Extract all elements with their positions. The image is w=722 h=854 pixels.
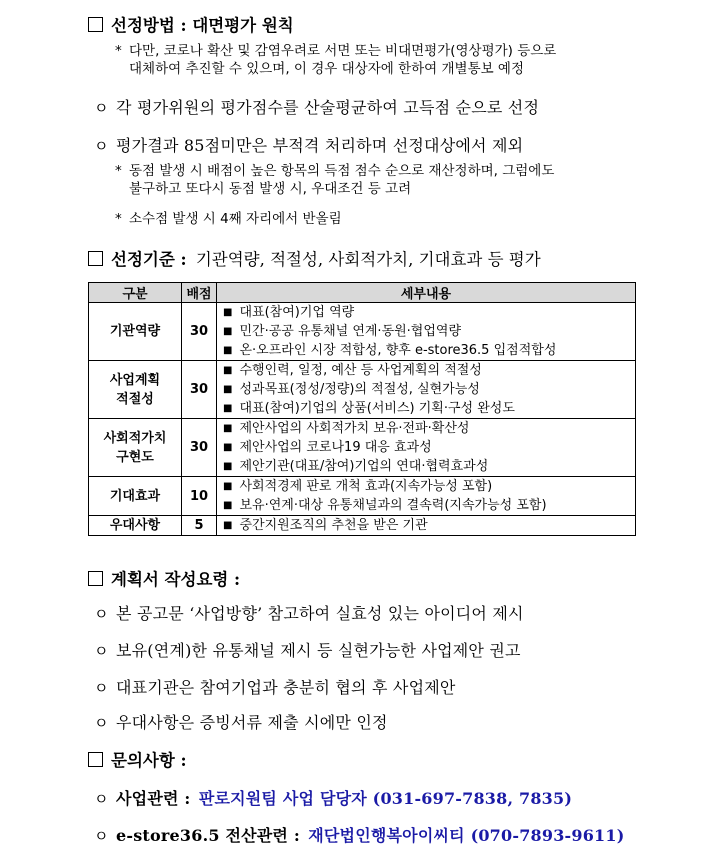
row-details [217, 477, 636, 516]
contact-label: 사업관련 : [116, 789, 191, 808]
table-row [89, 361, 636, 419]
table-row [89, 419, 636, 477]
category-line: 사업계획 [109, 372, 161, 388]
row-category [89, 477, 182, 516]
row-details [217, 303, 636, 361]
row-category [89, 419, 182, 477]
detail-item: ■ 온·오프라인 시장 적합성, 향후 e-store36.5 입점적합성 [223, 341, 635, 360]
category-line: 우대사항 [109, 518, 161, 533]
section-selection-criteria [88, 246, 541, 270]
note-line: 다만, 코로나 확산 및 감염우려로 서면 또는 비대면평가(영상평가) 등으로 [129, 43, 557, 59]
row-category [89, 361, 182, 419]
section-inquiries [88, 747, 187, 771]
detail-item: ■ 중간지원조직의 추천을 받은 기관 [223, 516, 635, 535]
item-text: 각 평가위원의 평가점수를 산술평균하여 고득점 순으로 선정 [116, 98, 540, 117]
row-category [89, 303, 182, 361]
contact-value: 판로지원팀 사업 담당자 (031-697-7838, 7835) [198, 789, 573, 808]
category-line: 사회적가치 [103, 430, 167, 446]
detail-item: ■ 제안사업의 코로나19 대응 효과성 [223, 438, 635, 457]
detail-item: ■ 사회적경제 판로 개척 효과(지속가능성 포함) [223, 477, 635, 496]
item-text: 우대사항은 증빙서류 제출 시에만 인정 [116, 713, 388, 732]
detail-item: ■ 수행인력, 일정, 예산 등 사업계획의 적절성 [223, 361, 635, 380]
header-details: 세부내용 [217, 283, 636, 303]
section-title: 문의사항 : [111, 751, 187, 770]
category-line: 기대효과 [109, 488, 161, 504]
asterisk-icon: * [115, 43, 122, 59]
list-item [94, 675, 456, 698]
row-points: 5 [182, 516, 217, 536]
section-title: 선정방법 : 대면평가 원칙 [111, 16, 294, 35]
checkbox-square-icon [88, 251, 103, 266]
item-average-score [94, 95, 539, 118]
circle-bullet-icon: ㅇ [94, 99, 109, 117]
row-points: 30 [182, 303, 217, 361]
criteria-table [88, 282, 636, 536]
asterisk-icon: * [115, 163, 122, 179]
section-selection-method [88, 12, 294, 36]
note-line: 동점 발생 시 배점이 높은 항목의 득점 점수 순으로 재산정하며, 그럼에도 [129, 163, 555, 179]
item-text: 본 공고문 ‘사업방향’ 참고하여 실효성 있는 아이디어 제시 [116, 604, 524, 623]
row-points: 30 [182, 419, 217, 477]
table-row [89, 516, 636, 536]
row-points: 10 [182, 477, 217, 516]
asterisk-icon: * [115, 211, 122, 227]
note-line: 불구하고 또다시 동점 발생 시, 우대조건 등 고려 [129, 181, 412, 197]
category-line: 구현도 [116, 449, 154, 465]
circle-bullet-icon: ㅇ [94, 642, 109, 660]
circle-bullet-icon: ㅇ [94, 605, 109, 623]
category-line: 적절성 [116, 391, 154, 407]
detail-item: ■ 보유·연계·대상 유통채널과의 결속력(지속가능성 포함) [223, 496, 635, 515]
detail-item: ■ 민간·공공 유통채널 연계·동원·협업역량 [223, 322, 635, 341]
header-category: 구분 [89, 283, 182, 303]
row-category [89, 516, 182, 536]
row-details [217, 419, 636, 477]
item-disqualify [94, 133, 523, 156]
section-plan-guide [88, 566, 240, 590]
detail-item: ■ 제안사업의 사회적가치 보유·전파·확산성 [223, 419, 635, 438]
note-tie [115, 162, 645, 198]
detail-item: ■ 대표(참여)기업의 상품(서비스) 기획·구성 완성도 [223, 399, 635, 418]
item-text: 대표기관은 참여기업과 충분히 협의 후 사업제안 [116, 678, 456, 697]
circle-bullet-icon: ㅇ [94, 827, 109, 845]
row-details [217, 516, 636, 536]
contact-business [94, 786, 572, 809]
note-covid [115, 42, 645, 78]
checkbox-square-icon [88, 752, 103, 767]
table-row [89, 303, 636, 361]
table-header-row [89, 283, 636, 303]
section-subtitle: 기관역량, 적절성, 사회적가치, 기대효과 등 평가 [195, 250, 541, 269]
note-decimal [115, 210, 645, 228]
checkbox-square-icon [88, 17, 103, 32]
row-details [217, 361, 636, 419]
section-title: 계획서 작성요령 : [111, 570, 241, 589]
detail-item: ■ 대표(참여)기업 역량 [223, 303, 635, 322]
circle-bullet-icon: ㅇ [94, 790, 109, 808]
list-item [94, 601, 524, 624]
detail-item: ■ 성과목표(정성/정량)의 적절성, 실현가능성 [223, 380, 635, 399]
row-points: 30 [182, 361, 217, 419]
note-line: 소수점 발생 시 4째 자리에서 반올림 [129, 211, 342, 227]
detail-item: ■ 제안기관(대표/참여)기업의 연대·협력효과성 [223, 457, 635, 476]
list-item [94, 710, 388, 733]
item-text: 보유(연계)한 유통채널 제시 등 실현가능한 사업제안 권고 [116, 641, 521, 660]
circle-bullet-icon: ㅇ [94, 137, 109, 155]
contact-label: e-store36.5 전산관련 : [116, 826, 300, 845]
checkbox-square-icon [88, 571, 103, 586]
section-title: 선정기준 : [111, 250, 187, 269]
item-text: 평가결과 85점미만은 부적격 처리하며 선정대상에서 제외 [116, 136, 524, 155]
contact-value: 재단법인행복아이씨티 (070-7893-9611) [308, 826, 625, 845]
table-row [89, 477, 636, 516]
note-line: 대체하여 추진할 수 있으며, 이 경우 대상자에 한하여 개별통보 예정 [129, 61, 525, 77]
circle-bullet-icon: ㅇ [94, 714, 109, 732]
header-points: 배점 [182, 283, 217, 303]
list-item [94, 638, 521, 661]
category-line: 기관역량 [109, 324, 161, 339]
contact-system [94, 823, 624, 846]
circle-bullet-icon: ㅇ [94, 679, 109, 697]
